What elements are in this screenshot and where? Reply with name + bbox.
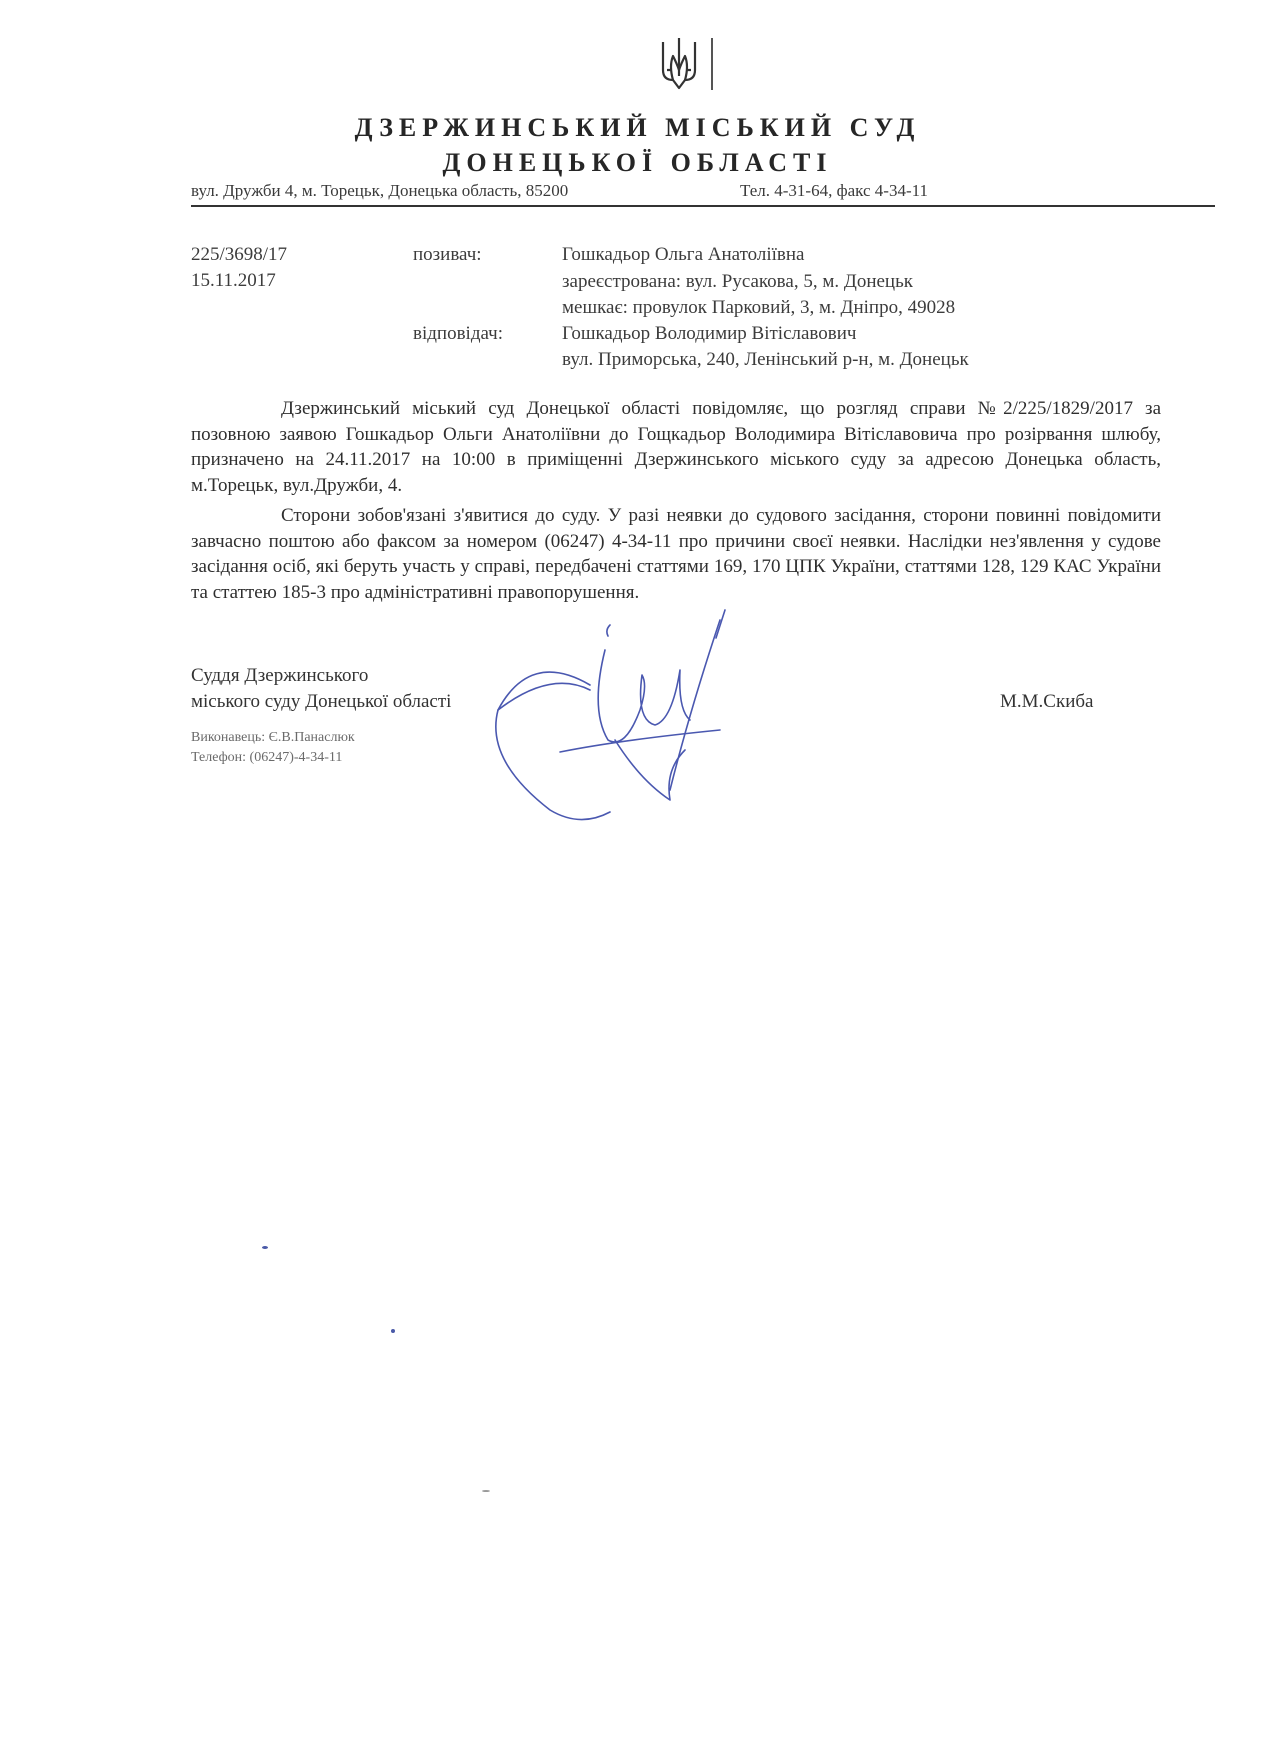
scan-speck <box>262 1246 268 1249</box>
court-address: вул. Дружби 4, м. Торецьк, Донецька область, 85200 <box>191 181 569 200</box>
plaintiff-label: позивач: <box>413 244 482 265</box>
defendant-address: вул. Приморська, 240, Ленінський р-н, м. Донецьк <box>562 349 969 370</box>
plaintiff-lives: мешкає: провулок Парковий, 3, м. Дніпро, 49028 <box>562 297 956 318</box>
notice-paragraph-1-text: Дзержинський міський суд Донецької області повідомляє, що розгляд справи №2/225/1829/2017 за позовною заявою Гошкадьор Ольги Анатоліївни до Гощкадьор Володимира Вітіславовича про розірвання шлюбу, призначено на 24.11.2017 на 10:00 в приміщенні Дзержинського міського суду за адресою Донецька область, м.Торецьк, вул.Дружби, 4. <box>191 398 1161 496</box>
emblem-vertical-line <box>711 38 713 90</box>
judge-name: М.М.Скиба <box>1000 691 1094 712</box>
judge-title-line2: міського суду Донецької області <box>191 691 452 712</box>
plaintiff-name: Гошкадьор Ольга Анатоліївна <box>562 244 805 265</box>
notice-paragraph-1 <box>191 396 1161 498</box>
defendant-label: відповідач: <box>413 323 504 344</box>
court-name-line2: ДОНЕЦЬКОЇ ОБЛАСТІ <box>442 148 833 177</box>
court-phones: Тел. 4-31-64, факс 4-34-11 <box>740 181 928 200</box>
header-divider <box>191 205 1215 207</box>
executor-line: Виконавець: Є.В.Панаслюк <box>191 730 355 745</box>
scan-speck <box>391 1329 395 1333</box>
judge-title-line1: Суддя Дзержинського <box>191 665 369 686</box>
plaintiff-registered: зареєстрована: вул. Русакова, 5, м. Донецьк <box>562 271 913 292</box>
court-name-line1: ДЗЕРЖИНСЬКИЙ МІСЬКИЙ СУД <box>354 113 921 142</box>
defendant-name: Гошкадьор Володимир Вітіславович <box>562 323 857 344</box>
scan-speck <box>482 1490 490 1492</box>
trident-emblem-icon <box>659 36 699 92</box>
case-date: 15.11.2017 <box>191 270 276 291</box>
handwritten-signature <box>490 590 790 830</box>
notice-paragraph-2-text: Сторони зобов'язані з'явитися до суду. У разі неявки до судового засідання, сторони повинні повідомити завчасно поштою або факсом за номером (06247) 4-34-11 про причини своєї неявки. Наслідки нез'явлення у судове засідання осіб, які беруть участь у справі, передбачені статтями 169, 170 ЦПК України, статтями 128, 129 КАС України та статтею 185-3 про адміністративні правопорушення. <box>191 505 1161 603</box>
case-number: 225/3698/17 <box>191 244 288 265</box>
executor-phone: Телефон: (06247)-4-34-11 <box>191 750 343 765</box>
